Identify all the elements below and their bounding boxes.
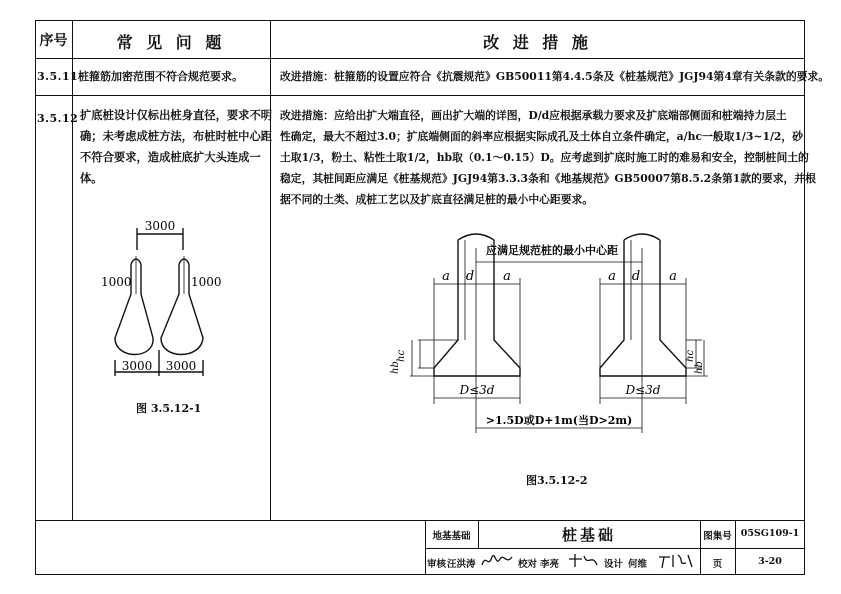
tb-category: 地基基础 [432,531,471,542]
dim-a-right-2: a [669,269,677,284]
dim-d-right: d [631,269,641,284]
tb-atlas-label: 图集号 [703,531,732,542]
figure-3-5-12-2 [390,228,710,448]
tb-design-label: 设计 [604,559,624,570]
spacing-label: 应满足规范桩的最小中心距 [486,244,618,257]
row-problem [80,105,273,189]
problem-line: 确；未考虑成桩方法，布桩时桩中心距 [80,129,273,143]
row-number: 3.5.12 [37,112,79,125]
signature-proofer [566,551,600,571]
dim-bottom-right-label: 3000 [165,359,197,373]
titleblock-divider [35,520,805,521]
signature-designer [656,551,696,571]
dim-D-left: D≤3d [459,383,495,397]
row-problem: 桩箍筋加密范围不符合规范要求。 [78,70,243,83]
tb-reviewer: 汪洪涛 [447,559,476,570]
header-seq: 序号 [39,33,68,49]
dim-a-right: a [608,269,616,284]
bottom-spacing-label: >1.5D或D+1m(当D>2m) [485,414,633,427]
measure-line: 改进措施：应给出扩大端直径，画出扩大端的详图，D/d应根据承载力要求及扩底端部侧面和桩端持力层土 [280,109,787,122]
measure-line: 稳定，其桩间距应满足《桩基规范》JGJ94第3.3.3条和《地基规范》GB50007第8.5.2条第1款的要求，并根 [280,172,816,185]
dim-a-left-2: a [503,269,511,284]
header-divider [35,58,805,59]
row-measure: 改进措施：桩箍筋的设置应符合《抗震规范》GB50011第4.4.5条及《桩基规范》JGJ94第4章有关条款的要求。 [280,70,830,83]
row-measure [280,105,816,210]
row-number: 3.5.11 [37,70,79,83]
tb-page-no: 3-20 [758,556,782,567]
figure-caption: 图 3.5.12-1 [136,402,202,415]
tb-proofer: 李亮 [540,559,560,570]
measure-line: 性确定，最大不超过3.0；扩底端侧面的斜率应根据实际成孔及土体自立条件确定，a/hc一般取1/3~1/2，砂 [280,130,804,143]
problem-line: 体。 [80,171,103,185]
problem-line: 不符合要求，造成桩底扩大头连成一 [80,150,261,164]
dim-hb-right: hb [694,361,705,374]
dim-D-right: D≤3d [625,383,661,397]
dim-d-left: d [465,269,475,284]
dim-hc-right: hc [685,349,696,362]
header-measure: 改 进 措 施 [483,33,592,52]
measure-line: 土取1/3，粉土、粘性土取1/2，hb取（0.1～0.15）D。应考虑到扩底时施工时的难易和安全，控制桩间土的 [280,151,809,164]
col-divider-seq [72,20,73,520]
tb-atlas-no: 05SG109-1 [740,528,800,539]
row-divider-1 [35,95,805,96]
signature-reviewer [480,551,516,571]
tb-proof-label: 校对 [518,559,538,570]
dim-top-label: 3000 [144,219,176,233]
dim-left-label: 1000 [101,275,132,289]
figure-3-5-12-1 [95,210,245,385]
figure-caption: 图3.5.12-2 [526,474,588,487]
tb-designer: 何维 [628,559,648,570]
measure-line: 据不同的土类、成桩工艺以及扩底直径满足桩的最小中心距要求。 [280,193,594,206]
tb-page-label: 页 [712,559,723,570]
col-divider-problem [270,20,271,520]
tb-review-label: 审核 [427,559,447,570]
dim-a-left: a [442,269,450,284]
dim-hc-left: hc [396,349,407,362]
dim-hb-left: hb [390,361,401,374]
dim-bottom-left-label: 3000 [121,359,153,373]
problem-line: 扩底桩设计仅标出桩身直径，要求不明 [80,108,273,122]
tb-divider [425,548,805,549]
header-problem: 常 见 问 题 [116,33,226,52]
tb-title: 桩基础 [561,526,616,544]
dim-right-label: 1000 [191,275,222,289]
